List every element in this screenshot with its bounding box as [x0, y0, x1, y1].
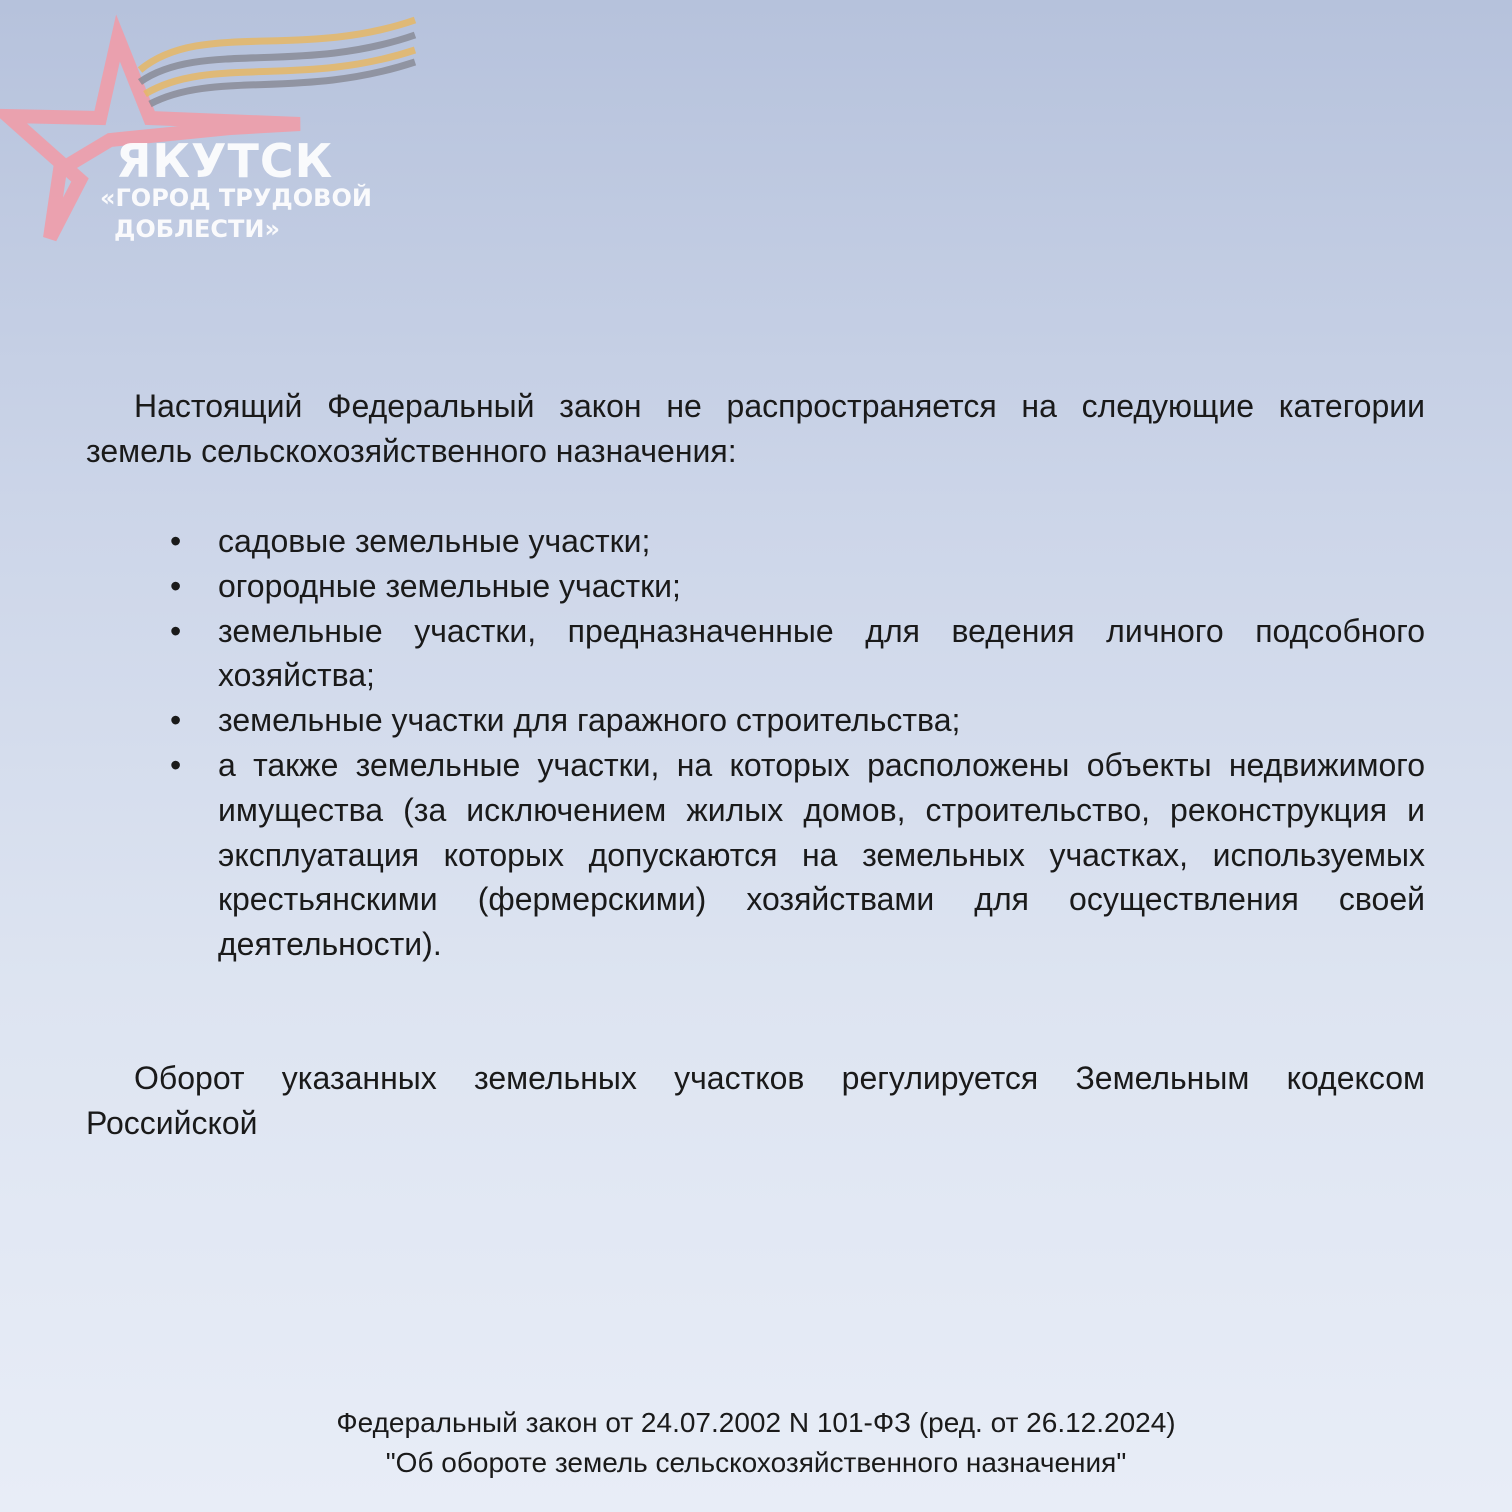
law-reference: [0, 1403, 1512, 1483]
list-item-text: огородные земельные участки;: [218, 567, 681, 604]
bullet-icon: •: [170, 702, 182, 739]
logo: [0, 0, 430, 260]
bullet-icon: •: [170, 746, 182, 783]
intro-paragraph: [86, 384, 1425, 474]
bullet-icon: •: [170, 567, 182, 604]
list-item: [86, 698, 1425, 743]
list-item-text: садовые земельные участки;: [218, 523, 651, 559]
list-item: [86, 519, 1425, 564]
list-item: [86, 564, 1425, 609]
list-item: [86, 609, 1425, 699]
bullet-icon: •: [170, 523, 182, 559]
outro-paragraph: [86, 1056, 1425, 1146]
list-item-text: земельные участки, предназначенные для ведения личного подсобного хозяйства;: [218, 612, 1425, 694]
list-item-text: земельные участки для гаражного строительства;: [218, 702, 961, 739]
list-item-text: а также земельные участки, на которых расположены объекты недвижимого имущества (за исключением жилых домов, строительство, реконструкция и эксплуатация которых допускаются на земельных участках, используемых крестьянскими (фермерскими) хозяйствами для осуществления своей деятельности).: [218, 746, 1425, 963]
category-list: [86, 519, 1425, 967]
law-reference-line2: "Об обороте земель сельскохозяйственного назначения": [385, 1447, 1127, 1478]
intro-text: Настоящий Федеральный закон не распространяется на следующие категории земель сельскохозяйственного назначения:: [86, 388, 1425, 469]
outro-text: Оборот указанных земельных участков регулируется Земельным кодексом Российской: [86, 1060, 1425, 1141]
logo-subtitle-1: «ГОРОД ТРУДОВОЙ: [100, 184, 372, 212]
list-item: [86, 743, 1425, 967]
logo-title: ЯКУТСК: [116, 134, 334, 188]
bullet-icon: •: [170, 612, 182, 649]
logo-subtitle-2: ДОБЛЕСТИ»: [114, 215, 280, 243]
law-reference-line1: Федеральный закон от 24.07.2002 N 101-ФЗ (ред. от 26.12.2024): [336, 1407, 1176, 1438]
